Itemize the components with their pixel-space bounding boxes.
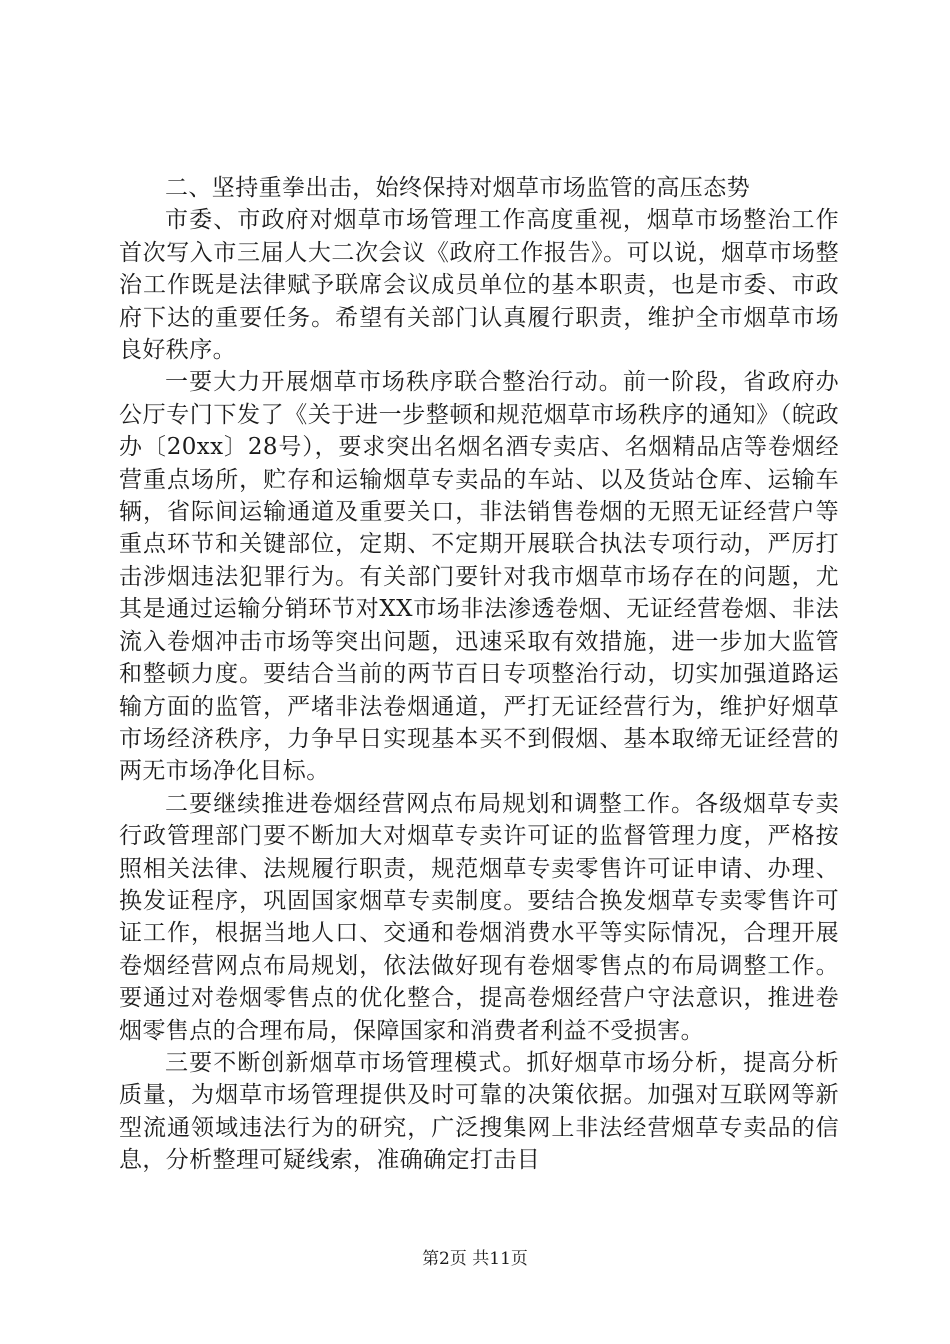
document-body (119, 172, 839, 1177)
paragraph-intro: 市委、市政府对烟草市场管理工作高度重视，烟草市场整治工作首次写入市三届人大二次会议《政府工作报告》。可以说，烟草市场整治工作既是法律赋予联席会议成员单位的基本职责，也是市委、市政府下达的重要任务。希望有关部门认真履行职责，维护全市烟草市场良好秩序。 (119, 207, 839, 364)
paragraph-point-two: 二要继续推进卷烟经营网点布局规划和调整工作。各级烟草专卖行政管理部门要不断加大对烟草专卖许可证的监督管理力度，严格按照相关法律、法规履行职责，规范烟草专卖零售许可证申请、办理、换发证程序，巩固国家烟草专卖制度。要结合换发烟草专卖零售许可证工作，根据当地人口、交通和卷烟消费水平等实际情况，合理开展卷烟经营网点布局规划，依法做好现有卷烟零售点的布局调整工作。要通过对卷烟零售点的优化整合，提高卷烟经营户守法意识，推进卷烟零售点的合理布局，保障国家和消费者利益不受损害。 (119, 790, 839, 1044)
paragraph-point-three: 三要不断创新烟草市场管理模式。抓好烟草市场分析，提高分析质量，为烟草市场管理提供及时可靠的决策依据。加强对互联网等新型流通领域违法行为的研究，广泛搜集网上非法经营烟草专卖品的信息，分析整理可疑线索，准确确定打击目 (119, 1049, 839, 1174)
section-heading: 二、坚持重拳出击，始终保持对烟草市场监管的高压态势 (165, 175, 750, 201)
paragraph-point-one: 一要大力开展烟草市场秩序联合整治行动。前一阶段，省政府办公厅专门下发了《关于进一步整顿和规范烟草市场秩序的通知》（皖政办〔20xx〕28号），要求突出名烟名酒专卖店、名烟精品店等卷烟经营重点场所，贮存和运输烟草专卖品的车站、以及货站仓库、运输车辆，省际间运输通道及重要关口，非法销售卷烟的无照无证经营户等重点环节和关键部位，定期、不定期开展联合执法专项行动，严厉打击涉烟违法犯罪行为。有关部门要针对我市烟草市场存在的问题，尤其是通过运输分销环节对XX市场非法渗透卷烟、无证经营卷烟、非法流入卷烟冲击市场等突出问题，迅速采取有效措施，进一步加大监管和整顿力度。要结合当前的两节百日专项整治行动，切实加强道路运输方面的监管，严堵非法卷烟通道，严打无证经营行为，维护好烟草市场经济秩序，力争早日实现基本买不到假烟、基本取缔无证经营的两无市场净化目标。 (119, 369, 839, 785)
page-number-footer: 第2页 共11页 (422, 1249, 528, 1269)
